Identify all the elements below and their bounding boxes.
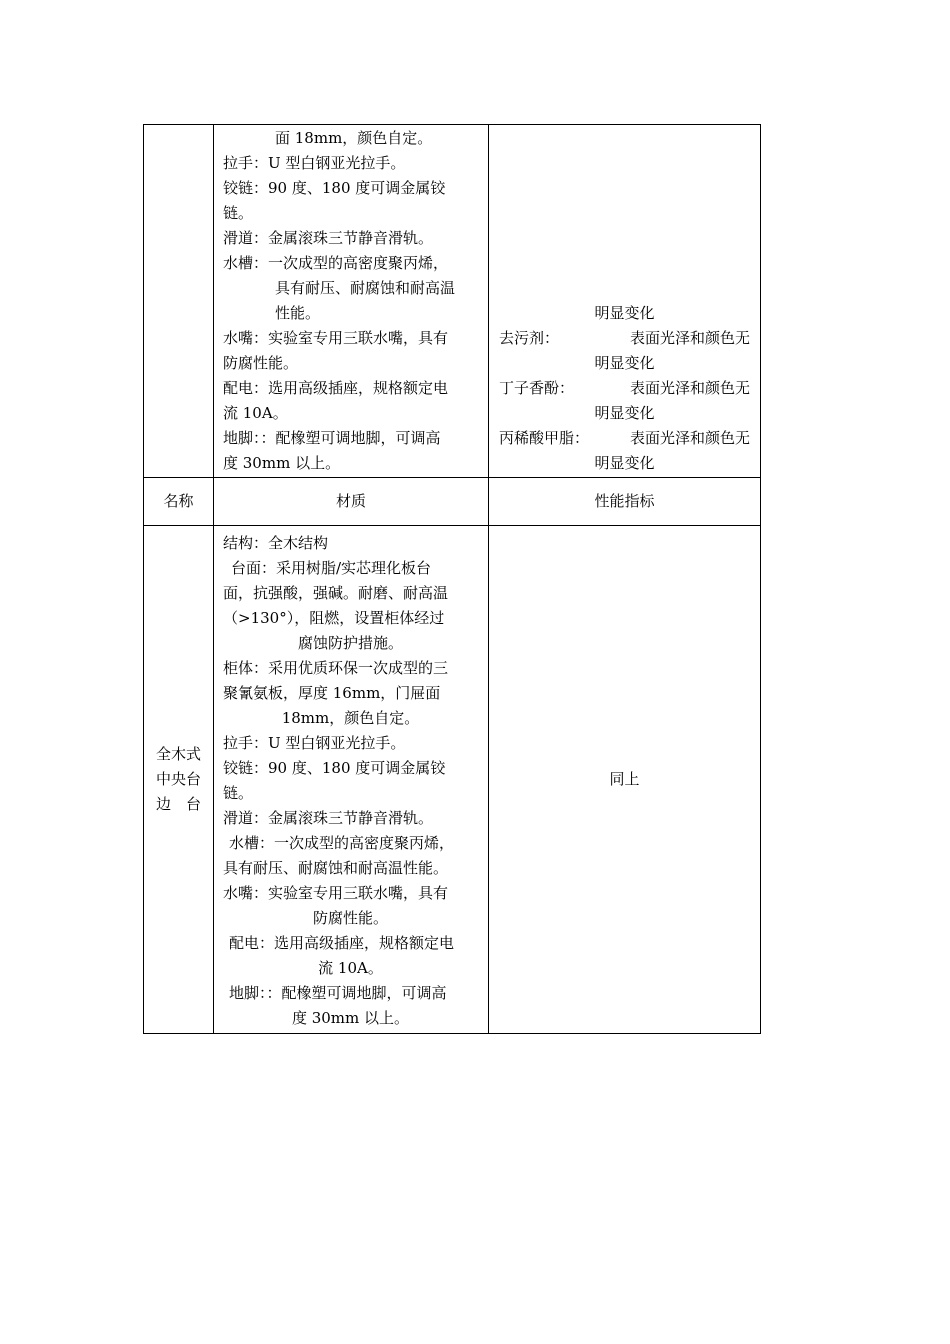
- performance-line: 明显变化: [594, 354, 655, 372]
- material-line: 水槽：一次成型的高密度聚丙烯，: [229, 834, 455, 852]
- header-material: 材质: [214, 478, 489, 526]
- performance-line: 明显变化: [594, 404, 655, 422]
- material-line: 具有耐压、耐腐蚀和耐高温: [275, 279, 456, 297]
- header-name: 名称: [144, 478, 214, 526]
- material-line: 台面：采用树脂/实芯理化板台: [231, 559, 432, 577]
- material-line: 度 30mm 以上。: [223, 454, 341, 472]
- material-line: （>130°），阻燃，设置柜体经过: [223, 609, 445, 627]
- material-line: 滑道：金属滚珠三节静音滑轨。: [223, 229, 434, 247]
- reagent-label: 去污剂：: [499, 329, 560, 347]
- material-line: 拉手：U 型白钢亚光拉手。: [223, 734, 406, 752]
- material-line: 配电：选用高级插座，规格额定电: [223, 379, 449, 397]
- material-line: 地脚：：配橡塑可调地脚，可调高: [229, 984, 447, 1002]
- material-line: 面，抗强酸，强碱。耐磨、耐高温: [223, 584, 449, 602]
- reagent-label: 丙稀酸甲脂：: [499, 429, 590, 447]
- material-cell: [214, 526, 489, 1034]
- material-line: 柜体：采用优质环保一次成型的三: [223, 659, 449, 677]
- reagent-result: 表面光泽和颜色无: [629, 379, 750, 397]
- material-line: 18mm，颜色自定。: [281, 709, 420, 727]
- material-line: 水嘴：实验室专用三联水嘴，具有: [223, 329, 449, 347]
- material-line: 铰链：90 度、180 度可调金属铰: [223, 759, 446, 777]
- table-row: [144, 125, 761, 478]
- material-line: 防腐性能。: [223, 354, 299, 372]
- material-line: 铰链：90 度、180 度可调金属铰: [223, 179, 446, 197]
- performance-item: [499, 426, 750, 451]
- performance-cell: [489, 125, 761, 478]
- material-line: 聚氰氨板，厚度 16mm，门屉面: [223, 684, 441, 702]
- performance-item: [499, 326, 750, 351]
- material-line: 地脚：：配橡塑可调地脚，可调高: [223, 429, 441, 447]
- reagent-result: 表面光泽和颜色无: [629, 329, 750, 347]
- header-performance: 性能指标: [489, 478, 761, 526]
- material-line: 水嘴：实验室专用三联水嘴，具有: [223, 884, 449, 902]
- material-line: 流 10A。: [318, 959, 383, 977]
- material-line: 链。: [223, 784, 254, 802]
- name-line: 中央台: [155, 770, 201, 788]
- material-line: 配电：选用高级插座，规格额定电: [229, 934, 455, 952]
- material-line: 滑道：金属滚珠三节静音滑轨。: [223, 809, 434, 827]
- performance-item: [499, 376, 750, 401]
- material-line: 链。: [223, 204, 254, 222]
- material-line: 拉手：U 型白钢亚光拉手。: [223, 154, 406, 172]
- performance-line: 明显变化: [594, 304, 655, 322]
- reagent-result: 表面光泽和颜色无: [629, 429, 750, 447]
- material-line: 水槽：一次成型的高密度聚丙烯，: [223, 254, 449, 272]
- material-line: 性能。: [275, 304, 321, 322]
- material-line: 面 18mm，颜色自定。: [275, 129, 433, 147]
- material-line: 度 30mm 以上。: [291, 1009, 410, 1027]
- table-row: [144, 526, 761, 1034]
- table-header-row: [144, 478, 761, 526]
- material-line: 结构：全木结构: [223, 534, 329, 552]
- name-cell: [144, 125, 214, 478]
- material-cell: [214, 125, 489, 478]
- performance-cell: [489, 526, 761, 1034]
- name-line: 边 台: [155, 795, 201, 813]
- name-line: 全木式: [155, 745, 201, 763]
- performance-same: 同上: [609, 770, 640, 788]
- material-line: 腐蚀防护措施。: [297, 634, 403, 652]
- material-line: 流 10A。: [223, 404, 288, 422]
- name-cell: [144, 526, 214, 1034]
- performance-line: 明显变化: [594, 454, 655, 472]
- material-line: 具有耐压、耐腐蚀和耐高温性能。: [223, 859, 449, 877]
- spec-table: [143, 124, 761, 1034]
- material-line: 防腐性能。: [312, 909, 388, 927]
- reagent-label: 丁子香酚：: [499, 379, 575, 397]
